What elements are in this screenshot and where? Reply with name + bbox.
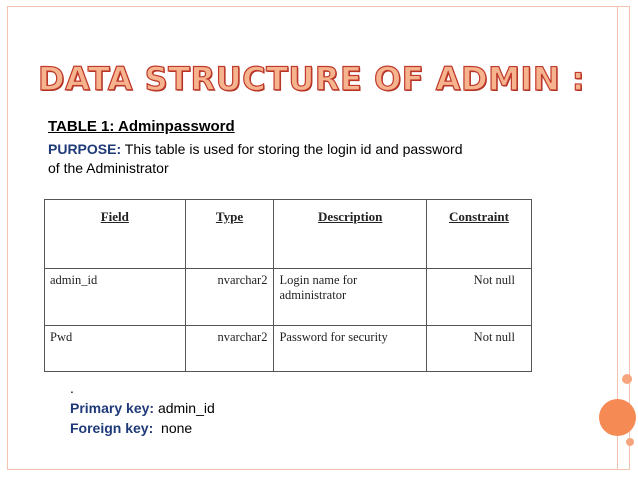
purpose-text: This table is used for storing the login id and password of the Administrator: [48, 141, 463, 176]
primary-key-label: Primary key:: [70, 400, 155, 416]
cell-field: Pwd: [45, 326, 186, 372]
primary-key-value: admin_id: [154, 400, 215, 416]
admin-table: [44, 199, 532, 372]
foreign-key-value: none: [153, 420, 193, 436]
cell-constraint: Not null: [426, 269, 531, 326]
cell-field: admin_id: [45, 269, 186, 326]
cell-constraint: Not null: [426, 326, 531, 372]
cell-type: nvarchar2: [185, 326, 274, 372]
purpose-label: PURPOSE:: [48, 141, 122, 157]
table-row: [45, 269, 532, 326]
decorative-dot-bottom: [626, 438, 634, 446]
purpose-paragraph: [48, 140, 478, 178]
foreign-key-line: [70, 418, 215, 438]
keys-block: [70, 378, 215, 438]
table-header-row: [45, 200, 532, 269]
header-type: Type: [185, 200, 274, 269]
header-field: Field: [45, 200, 186, 269]
cell-description: Password for security: [274, 326, 426, 372]
table-row: [45, 326, 532, 372]
cell-type: nvarchar2: [185, 269, 274, 326]
foreign-key-label: Foreign key:: [70, 420, 154, 436]
table-title: TABLE 1: Adminpassword: [48, 118, 235, 135]
primary-key-line: [70, 398, 215, 418]
cell-description: Login name for administrator: [274, 269, 426, 326]
header-constraint: Constraint: [426, 200, 531, 269]
decorative-dot: [622, 374, 632, 384]
header-description: Description: [274, 200, 426, 269]
decorative-circle: [599, 399, 636, 436]
slide-heading: DATA STRUCTURE OF ADMIN :: [38, 60, 586, 98]
bullet-dot: .: [70, 380, 74, 396]
